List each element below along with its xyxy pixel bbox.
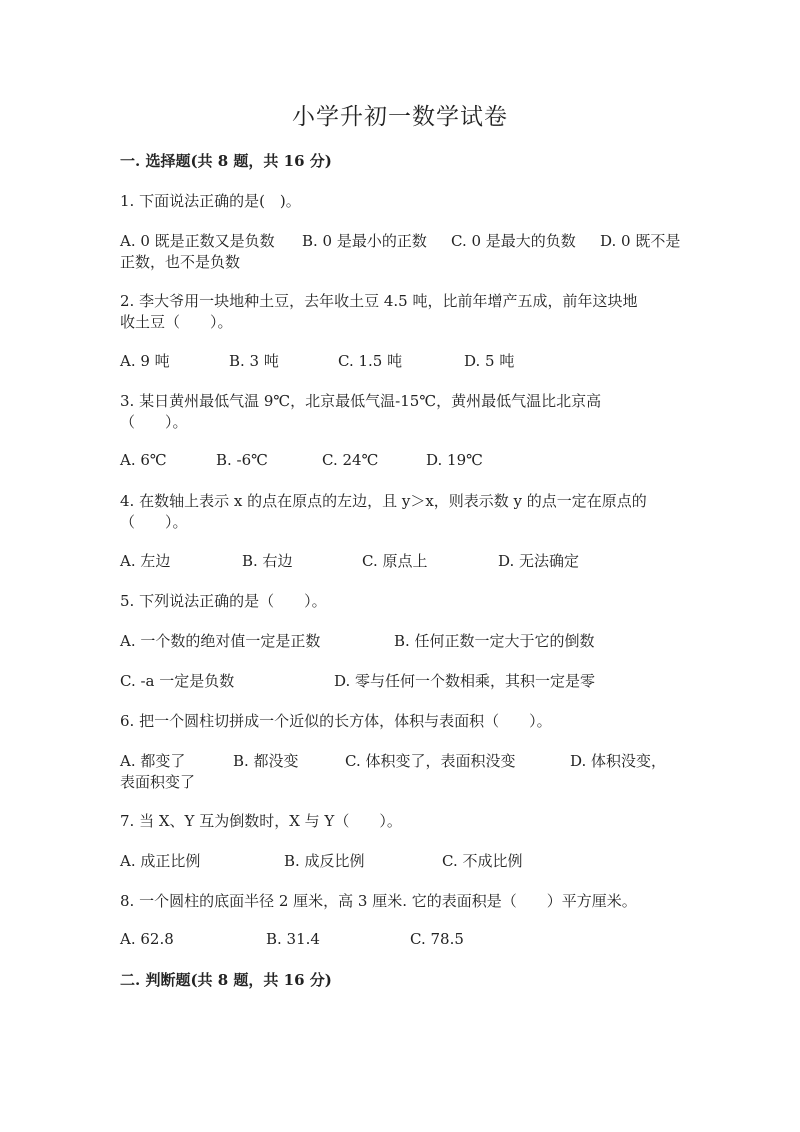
question-5-option-b: B. 任何正数一定大于它的倒数 (394, 632, 595, 650)
question-4-stem-line-2: （ ）。 (120, 513, 188, 531)
question-5-option-a: A. 一个数的绝对值一定是正数 (120, 632, 321, 650)
question-6-option-d: D. 体积没变， (570, 752, 667, 770)
question-4-stem-line-1: 4. 在数轴上表示 x 的点在原点的左边，且 y＞x，则表示数 y 的点一定在原点的 (120, 492, 647, 510)
question-7-option-c: C. 不成比例 (442, 852, 523, 870)
question-3-option-c: C. 24℃ (322, 451, 379, 469)
question-6-option-b: B. 都没变 (233, 752, 299, 770)
question-7-option-b: B. 成反比例 (284, 852, 365, 870)
question-1-option-c: C. 0 是最大的负数 (451, 232, 576, 250)
question-3-option-b: B. -6℃ (216, 451, 268, 469)
section-heading-true-false: 二. 判断题(共 8 题，共 16 分) (120, 971, 332, 989)
question-2-option-c: C. 1.5 吨 (338, 352, 403, 370)
question-2-stem-line-2: 收土豆（ ）。 (120, 313, 233, 331)
question-3-stem-line-2: （ ）。 (120, 413, 188, 431)
question-8-option-b: B. 31.4 (266, 930, 320, 948)
question-2-option-a: A. 9 吨 (120, 352, 170, 370)
question-6-option-c: C. 体积变了，表面积没变 (345, 752, 516, 770)
question-3-stem-line-1: 3. 某日黄州最低气温 9℃，北京最低气温-15℃，黄州最低气温比北京高 (120, 392, 602, 410)
question-4-option-d: D. 无法确定 (498, 552, 580, 570)
question-6-stem: 6. 把一个圆柱切拼成一个近似的长方体，体积与表面积（ ）。 (120, 712, 552, 730)
question-7-stem: 7. 当 X、Y 互为倒数时，X 与 Y（ ）。 (120, 812, 402, 830)
question-8-option-a: A. 62.8 (120, 930, 174, 948)
question-2-stem-line-1: 2. 李大爷用一块地种土豆，去年收土豆 4.5 吨，比前年增产五成，前年这块地 (120, 292, 638, 310)
question-3-option-a: A. 6℃ (120, 451, 167, 469)
question-7-option-a: A. 成正比例 (120, 852, 201, 870)
question-1-option-b: B. 0 是最小的正数 (302, 232, 427, 250)
question-5-stem: 5. 下列说法正确的是（ ）。 (120, 592, 327, 610)
question-4-option-b: B. 右边 (242, 552, 293, 570)
question-2-option-d: D. 5 吨 (464, 352, 515, 370)
question-3-option-d: D. 19℃ (426, 451, 483, 469)
question-6-option-a: A. 都变了 (120, 752, 186, 770)
question-6-option-d-continued: 表面积变了 (120, 773, 196, 791)
question-1-stem: 1. 下面说法正确的是( )。 (120, 192, 301, 210)
question-5-option-c: C. -a 一定是负数 (120, 672, 235, 690)
question-8-option-c: C. 78.5 (410, 930, 464, 948)
question-8-stem: 8. 一个圆柱的底面半径 2 厘米，高 3 厘米. 它的表面积是（ ）平方厘米。 (120, 892, 637, 910)
question-4-option-a: A. 左边 (120, 552, 171, 570)
question-1-option-d: D. 0 既不是 (600, 232, 681, 250)
page-title: 小学升初一数学试卷 (292, 104, 508, 130)
question-5-option-d: D. 零与任何一个数相乘，其积一定是零 (334, 672, 596, 690)
question-1-option-a: A. 0 既是正数又是负数 (120, 232, 275, 250)
question-1-option-d-continued: 正数，也不是负数 (120, 253, 241, 271)
question-4-option-c: C. 原点上 (362, 552, 428, 570)
question-2-option-b: B. 3 吨 (229, 352, 279, 370)
section-heading-choice: 一. 选择题(共 8 题，共 16 分) (120, 152, 332, 170)
